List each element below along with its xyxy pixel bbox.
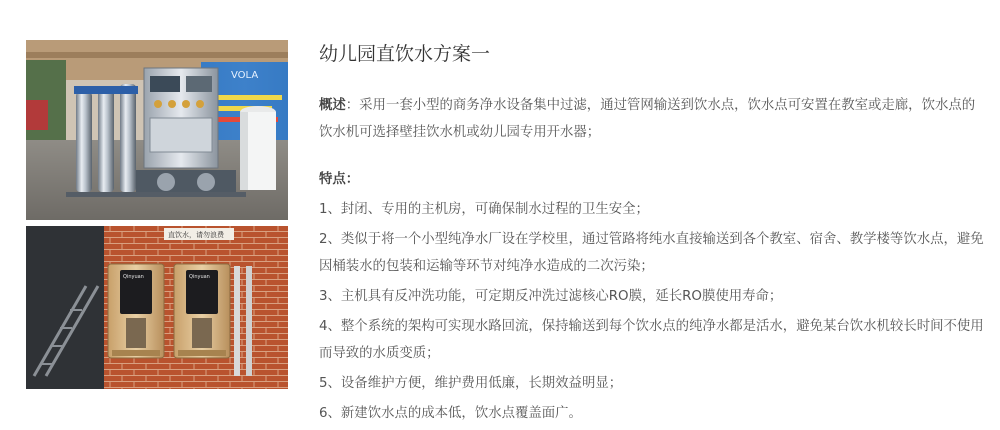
wall-sign-text: 直饮水，请勿浪费 [168,231,224,239]
feature-item-2: 2、类似于将一个小型纯净水厂设在学校里，通过管路将纯水直接输送到各个教室、宿舍、教学楼等饮水点，避免因桶装水的包装和运输等环节对纯净水造成的二次污染； [319,232,984,274]
article-content [319,40,987,430]
overview-label: 概述 [319,98,346,113]
feature-item-6: 6、新建饮水点的成本低，饮水点覆盖面广。 [319,406,582,421]
dispenser-brand-1: Qinyuan [123,274,144,280]
wall-dispenser-photo [26,226,288,389]
page-title: 幼儿园直饮水方案一 [319,43,491,65]
feature-item-4: 4、整个系统的架构可实现水路回流，保持输送到每个饮水点的纯净水都是活水，避免某台饮水机较长时间不使用而导致的水质变质； [319,319,984,361]
dispenser-brand-2: Qinyuan [189,274,210,280]
water-purifier-photo [26,40,288,220]
overview-paragraph [319,92,987,146]
overview-text: ：采用一套小型的商务净水设备集中过滤，通过管网输送到饮水点，饮水点可安置在教室或走廊，饮水点的饮水机可选择壁挂饮水机或幼儿园专用开水器； [319,98,976,140]
feature-item-3: 3、主机具有反冲洗功能，可定期反冲洗过滤核心RO膜，延长RO膜使用寿命； [319,289,783,304]
feature-item-1: 1、封闭、专用的主机房，可确保制水过程的卫生安全； [319,202,649,217]
banner-sign-text: VOLA [231,70,259,81]
features-heading: 特点： [319,172,360,187]
feature-item-5: 5、设备维护方便，维护费用低廉，长期效益明显； [319,376,623,391]
